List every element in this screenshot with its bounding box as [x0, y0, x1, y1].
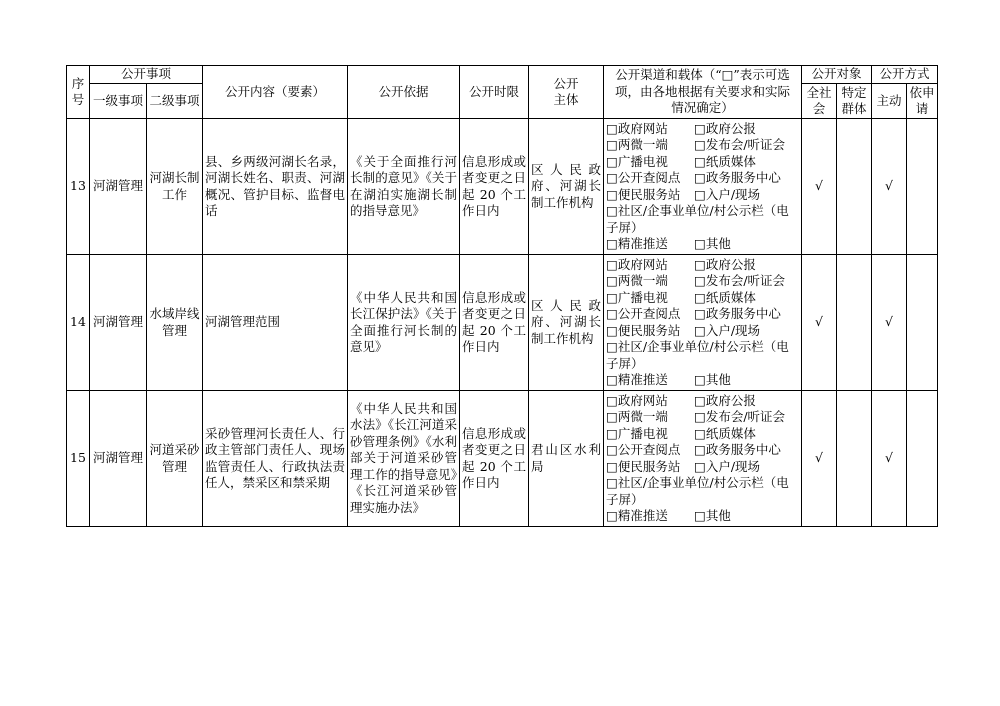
- header-method-active: 主动: [872, 84, 907, 119]
- header-time-limit: 公开时限: [460, 66, 529, 119]
- channel-list: [606, 393, 799, 525]
- header-target-all: 全社会: [802, 84, 837, 119]
- channel-option: □发布会/听证会: [694, 409, 786, 424]
- table-row: [67, 119, 938, 255]
- channel-option: □政府网站: [606, 392, 668, 408]
- channel-option: □便民服务站: [606, 322, 681, 338]
- channel-cell: [604, 255, 802, 391]
- level1-cell: 河湖管理: [90, 391, 147, 527]
- channel-option: □其他: [694, 372, 731, 387]
- level1-cell: 河湖管理: [90, 119, 147, 255]
- header-row-1: [67, 66, 938, 84]
- channel-option: □广播电视: [606, 153, 668, 169]
- channel-option: □两微一端: [606, 137, 668, 152]
- channel-option: □政务服务中心: [694, 306, 781, 321]
- channel-option: □两微一端: [606, 409, 668, 424]
- header-method-group: 公开方式: [872, 66, 938, 84]
- channel-option: □政务服务中心: [694, 170, 781, 185]
- content-cell: 河湖管理范围: [203, 255, 348, 391]
- channel-option: □社区/企事业单位/村公示栏（电子屏）: [606, 475, 789, 507]
- channel-option: □纸质媒体: [694, 153, 756, 169]
- channel-option: □政务服务中心: [694, 442, 781, 457]
- channel-list: [606, 121, 799, 253]
- content-cell: 采砂管理河长责任人、行政主管部门责任人、现场监管责任人、行政执法责任人，禁采区和禁采期: [203, 391, 348, 527]
- channel-list: [606, 257, 799, 389]
- header-target-specific: 特定群体: [837, 84, 872, 119]
- method-request-check: [907, 119, 938, 255]
- seq-cell: 13: [67, 119, 90, 255]
- channel-option: □公开查阅点: [606, 442, 681, 457]
- disclosure-table: [66, 65, 938, 527]
- target-specific-check: [837, 391, 872, 527]
- channel-option: □两微一端: [606, 273, 668, 288]
- method-request-check: [907, 391, 938, 527]
- level2-cell: 水域岸线管理: [147, 255, 203, 391]
- method-active-check: √: [872, 391, 907, 527]
- channel-option: □政府公报: [694, 392, 756, 408]
- header-basis: 公开依据: [348, 66, 460, 119]
- channel-option: □发布会/听证会: [694, 273, 786, 288]
- channel-option: □广播电视: [606, 425, 668, 441]
- level1-cell: 河湖管理: [90, 255, 147, 391]
- channel-option: □纸质媒体: [694, 289, 756, 305]
- channel-option: □纸质媒体: [694, 425, 756, 441]
- channel-option: □便民服务站: [606, 186, 681, 202]
- level2-cell: 河湖长制工作: [147, 119, 203, 255]
- method-request-check: [907, 255, 938, 391]
- subject-cell: 君山区水利局: [529, 391, 604, 527]
- channel-option: □其他: [694, 236, 731, 251]
- channel-option: □入户/现场: [694, 186, 761, 202]
- channel-option: □发布会/听证会: [694, 137, 786, 152]
- header-target-group: 公开对象: [802, 66, 872, 84]
- channel-option: □精准推送: [606, 236, 668, 251]
- channel-cell: [604, 391, 802, 527]
- target-all-check: √: [802, 255, 837, 391]
- content-cell: 县、乡两级河湖长名录，河湖长姓名、职责、河湖概况、管护目标、监督电话: [203, 119, 348, 255]
- channel-option: □广播电视: [606, 289, 668, 305]
- header-channel: 公开渠道和载体（“□”表示可选项，由各地根据有关要求和实际情况确定）: [604, 66, 802, 119]
- channel-option: □社区/企事业单位/村公示栏（电子屏）: [606, 339, 789, 371]
- channel-option: □精准推送: [606, 372, 668, 387]
- channel-option: □便民服务站: [606, 458, 681, 474]
- seq-cell: 15: [67, 391, 90, 527]
- basis-cell: 《中华人民共和国长江保护法》《关于全面推行河长制的意见》: [348, 255, 460, 391]
- channel-option: □公开查阅点: [606, 306, 681, 321]
- header-level1: 一级事项: [90, 84, 147, 119]
- header-seq: 序号: [67, 66, 90, 119]
- channel-option: □政府公报: [694, 256, 756, 272]
- target-all-check: √: [802, 391, 837, 527]
- method-active-check: √: [872, 255, 907, 391]
- time-limit-cell: 信息形成或者变更之日起 20 个工作日内: [460, 119, 529, 255]
- channel-option: □政府网站: [606, 120, 668, 136]
- time-limit-cell: 信息形成或者变更之日起 20 个工作日内: [460, 391, 529, 527]
- header-method-request: 依申请: [907, 84, 938, 119]
- method-active-check: √: [872, 119, 907, 255]
- channel-cell: [604, 119, 802, 255]
- header-subject: 公开主体: [529, 66, 604, 119]
- header-content: 公开内容（要素）: [203, 66, 348, 119]
- header-level2: 二级事项: [147, 84, 203, 119]
- channel-option: □公开查阅点: [606, 170, 681, 185]
- time-limit-cell: 信息形成或者变更之日起 20 个工作日内: [460, 255, 529, 391]
- subject-cell: 区人民政府、河湖长制工作机构: [529, 119, 604, 255]
- channel-option: □入户/现场: [694, 458, 761, 474]
- channel-option: □政府公报: [694, 120, 756, 136]
- channel-option: □入户/现场: [694, 322, 761, 338]
- channel-option: □政府网站: [606, 256, 668, 272]
- target-all-check: √: [802, 119, 837, 255]
- target-specific-check: [837, 255, 872, 391]
- basis-cell: 《中华人民共和国水法》《长江河道采砂管理条例》《水利部关于河道采砂管理工作的指导意见》《长江河道采砂管理实施办法》: [348, 391, 460, 527]
- target-specific-check: [837, 119, 872, 255]
- channel-option: □其他: [694, 508, 731, 523]
- channel-option: □社区/企事业单位/村公示栏（电子屏）: [606, 203, 789, 235]
- subject-cell: 区人民政府、河湖长制工作机构: [529, 255, 604, 391]
- level2-cell: 河道采砂管理: [147, 391, 203, 527]
- table-row: [67, 255, 938, 391]
- table-row: [67, 391, 938, 527]
- channel-option: □精准推送: [606, 508, 668, 523]
- header-items-group: 公开事项: [90, 66, 203, 84]
- basis-cell: 《关于全面推行河长制的意见》《关于在湖泊实施湖长制的指导意见》: [348, 119, 460, 255]
- seq-cell: 14: [67, 255, 90, 391]
